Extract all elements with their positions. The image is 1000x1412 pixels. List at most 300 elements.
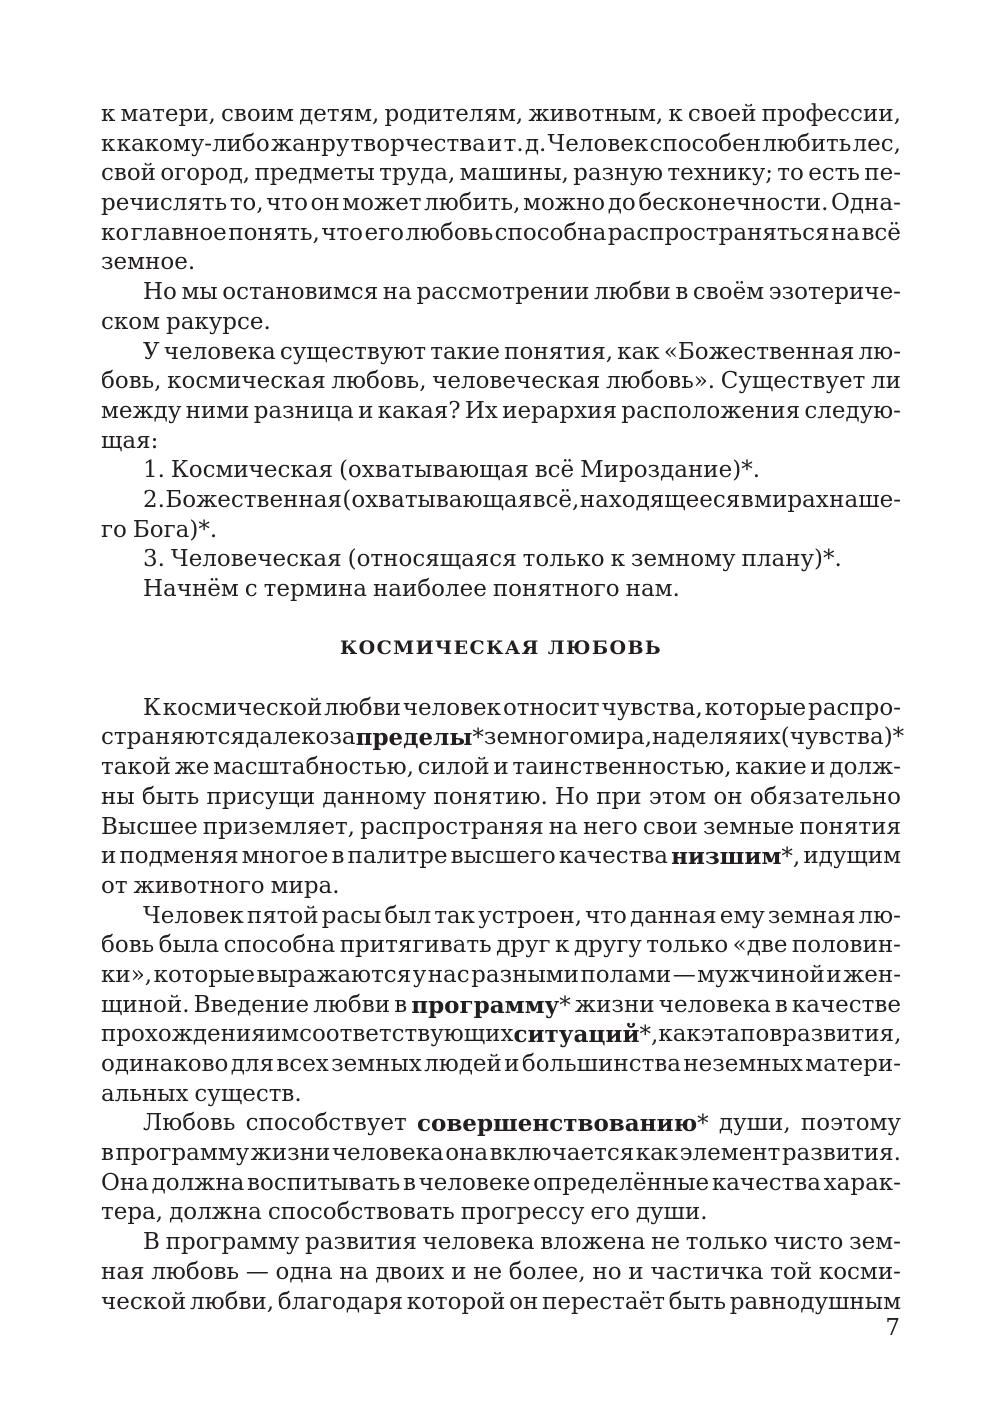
word: любовь: [405, 219, 494, 246]
word: и: [810, 754, 826, 781]
word: была: [158, 932, 220, 959]
word: совершенствованию*: [416, 1110, 709, 1138]
word: свои: [642, 813, 698, 840]
word: данному: [322, 783, 427, 810]
word: альных: [101, 1080, 189, 1107]
word: способствует: [245, 1110, 407, 1137]
word: любовь».: [605, 368, 716, 395]
word: ли: [870, 368, 901, 395]
word: Божественная: [165, 486, 342, 513]
word: (относящаяся: [347, 546, 517, 573]
text-line: [101, 1139, 901, 1169]
word: огород,: [160, 160, 251, 187]
word: перестаёт: [542, 1288, 665, 1315]
word: прохождения: [101, 1021, 266, 1048]
word: воспитывать: [247, 1169, 401, 1196]
word: до: [607, 190, 636, 217]
text-line: [101, 902, 901, 932]
word: благодаря: [277, 1288, 403, 1315]
word: высшего: [450, 843, 556, 870]
word: любовь: [151, 1258, 240, 1285]
text-line: [101, 278, 901, 308]
word: ему: [719, 902, 765, 929]
word: разница: [253, 397, 354, 424]
word: Но: [555, 783, 589, 810]
word: был: [384, 902, 432, 929]
word: и: [358, 397, 374, 424]
word: многое: [241, 843, 329, 870]
text-line: [101, 100, 901, 130]
word: лю-: [858, 902, 901, 929]
text-line: [101, 1169, 901, 1199]
text-line: [101, 516, 901, 546]
word: от: [101, 872, 128, 899]
word: в: [675, 279, 689, 306]
word: Космическая: [170, 457, 333, 484]
word: всё,: [532, 486, 580, 513]
word: эзотериче-: [768, 279, 901, 306]
word: которой: [406, 1288, 506, 1315]
word: что: [321, 219, 364, 246]
word: профессии,: [761, 101, 901, 127]
word: жизни: [574, 991, 655, 1018]
word: мы: [181, 279, 218, 306]
page-number: 7: [885, 1315, 900, 1341]
word: его: [364, 219, 404, 246]
word: человеческая: [432, 368, 601, 395]
word: ситуаций*,: [513, 1021, 659, 1049]
word: следую-: [804, 397, 901, 424]
word: плану)*.: [741, 546, 842, 573]
word: поэтому: [800, 1110, 901, 1137]
word: и: [493, 754, 509, 781]
text-line: [101, 159, 901, 189]
text-line: [101, 338, 901, 368]
word: программу: [165, 1229, 300, 1256]
word: способна: [494, 219, 607, 246]
word: своим: [221, 101, 294, 127]
word: людей: [424, 1051, 502, 1077]
word: полами: [580, 961, 672, 988]
word: Мироздание)*.: [580, 457, 761, 484]
word: пе-: [864, 160, 901, 187]
word: и: [826, 961, 842, 988]
word: к: [668, 101, 683, 127]
word: распространяя: [360, 813, 544, 840]
word: и: [451, 1258, 467, 1285]
word: любви: [313, 991, 391, 1018]
text-line: [101, 248, 901, 278]
word: «Божественная: [663, 338, 855, 365]
word: чисто: [773, 1229, 844, 1256]
word: лю-: [858, 338, 901, 365]
word: человека: [331, 1140, 444, 1167]
word: в: [394, 991, 408, 1018]
word: таинственностью,: [512, 754, 732, 781]
word: идущим: [803, 843, 901, 870]
word: как: [635, 1140, 679, 1167]
word: любить,: [424, 190, 521, 217]
word: наше-: [829, 486, 901, 513]
word: к: [101, 101, 116, 127]
word: земные: [702, 813, 795, 840]
word: на: [382, 279, 412, 306]
word: всех: [276, 1051, 329, 1077]
word: ческой: [101, 1288, 187, 1315]
text-line: [101, 783, 901, 813]
word: любви: [324, 694, 401, 721]
word: в: [101, 1140, 114, 1167]
word: он: [713, 783, 743, 810]
word: обязательно: [749, 783, 901, 810]
word: понять,: [228, 219, 320, 246]
text-line: [101, 1198, 901, 1228]
word: существ.: [194, 1080, 302, 1107]
text-line: [101, 456, 901, 486]
word: всё: [534, 457, 575, 484]
word: быть: [141, 783, 200, 810]
word: на: [339, 1258, 369, 1285]
word: 3.: [143, 546, 165, 573]
word: детям,: [299, 101, 380, 127]
word: прогрессу: [460, 1199, 585, 1226]
word: земная: [767, 902, 856, 929]
word: чувства,: [601, 694, 703, 721]
word: должна: [151, 1169, 245, 1196]
text-line: [101, 367, 901, 397]
word: но: [592, 1258, 622, 1285]
word: —: [245, 1258, 269, 1285]
word: Их: [464, 397, 498, 424]
word: «две: [732, 932, 788, 959]
text-line: [101, 961, 901, 991]
word: пределы*: [355, 724, 484, 752]
word: распро-: [808, 694, 901, 721]
word: существуют: [279, 338, 427, 365]
text-line: [101, 575, 901, 605]
word: человека: [658, 991, 771, 1018]
word: ними: [185, 397, 250, 424]
word: 2.: [143, 486, 165, 513]
page-body: [101, 100, 905, 1317]
word: к: [101, 130, 116, 157]
word: понятия,: [504, 338, 614, 365]
word: соответствующих: [299, 1021, 514, 1048]
word: остановимся: [222, 279, 379, 306]
word: щая:: [101, 427, 159, 454]
word: Одна-: [831, 190, 901, 217]
word: пятой: [246, 902, 319, 929]
word: жизни: [250, 1140, 331, 1167]
text-line: [101, 991, 901, 1021]
word: за: [329, 724, 356, 751]
word: какая?: [377, 397, 461, 424]
text-line: [101, 1050, 901, 1080]
word: силой: [417, 754, 490, 781]
word: души.: [635, 1199, 708, 1226]
word: качества: [711, 1169, 821, 1196]
word: она: [445, 1140, 489, 1167]
word: матери,: [120, 101, 216, 127]
word: мира,: [583, 724, 653, 751]
word: матери-: [805, 1051, 901, 1077]
word: —: [672, 961, 696, 988]
word: В: [143, 1229, 160, 1256]
text-line: [101, 694, 901, 724]
word: термина: [263, 576, 367, 602]
word: ны: [101, 783, 135, 810]
text-block-after-heading: [101, 694, 905, 1317]
text-line: [101, 130, 901, 160]
word: Начнём: [143, 576, 239, 602]
word: Но: [143, 279, 177, 306]
word: д.: [524, 130, 547, 157]
word: наиболее: [372, 576, 487, 602]
word: человека: [422, 1229, 535, 1256]
word: не: [651, 1229, 681, 1256]
text-line: [101, 931, 901, 961]
word: той: [770, 1258, 813, 1285]
word: к: [554, 932, 570, 959]
word: ко: [101, 219, 130, 246]
word: равнодушным: [729, 1288, 901, 1315]
text-line: [101, 1080, 901, 1110]
word: другу: [573, 932, 642, 959]
word: и: [487, 130, 503, 157]
word: такой: [101, 754, 171, 781]
word: элемент: [679, 1140, 781, 1167]
text-line: [101, 1228, 901, 1258]
word: может: [342, 190, 422, 217]
word: одна: [275, 1258, 333, 1285]
word: частичка: [650, 1258, 764, 1285]
word: что: [266, 190, 308, 217]
word: у: [412, 961, 427, 988]
word: (охватывающая: [342, 486, 533, 513]
word: на: [830, 219, 861, 246]
text-line: [101, 1258, 901, 1288]
word: иерархия: [502, 397, 618, 424]
word: такие: [430, 338, 500, 365]
word: нам.: [625, 576, 680, 602]
word: далеко: [245, 724, 330, 751]
word: как: [658, 1021, 701, 1048]
word: он: [310, 190, 340, 217]
word: бовь,: [101, 368, 162, 395]
word: свой: [101, 160, 157, 187]
text-line: [101, 1109, 901, 1139]
word: качестве: [791, 991, 901, 1018]
section-heading: КОСМИЧЕСКАЯ ЛЮБОВЬ: [339, 637, 662, 660]
word: любви,: [189, 1288, 275, 1315]
word: труда,: [379, 160, 456, 187]
word: с: [244, 576, 258, 602]
word: мирах: [754, 486, 829, 513]
word: земному: [630, 546, 736, 573]
word: способствовать: [267, 1199, 455, 1226]
text-line: [101, 1020, 901, 1050]
word: и: [504, 1051, 520, 1077]
word: выражаются: [256, 961, 412, 988]
word: развития,: [782, 1021, 902, 1048]
word: нас: [427, 961, 470, 988]
word: Введение: [193, 991, 310, 1018]
word: только: [522, 546, 605, 573]
word: в: [740, 486, 754, 513]
word: им: [265, 1021, 300, 1048]
word: ракурсе.: [165, 308, 271, 335]
word: более,: [508, 1258, 586, 1285]
word: любить: [762, 130, 852, 157]
word: которые: [153, 961, 256, 988]
word: Человеческая: [170, 546, 342, 573]
word: включается: [489, 1140, 635, 1167]
word: в: [774, 991, 788, 1018]
text-line: [101, 723, 905, 753]
word: всё: [861, 219, 901, 246]
word: между: [101, 397, 182, 424]
word: и: [101, 843, 117, 870]
word: большинства: [521, 1051, 681, 1077]
word: устроен,: [478, 902, 583, 929]
word: можно: [523, 190, 606, 217]
word: Человек: [547, 130, 649, 157]
word: для: [230, 1051, 275, 1077]
word: космическая: [167, 368, 326, 395]
word: одинаково: [101, 1051, 229, 1077]
word: страняются: [101, 724, 246, 751]
text-line: [101, 308, 901, 338]
word: наделяя: [652, 724, 753, 751]
word: космической: [162, 694, 323, 721]
text-block-before-heading: [101, 100, 901, 605]
word: присущи: [206, 783, 316, 810]
word: способен: [649, 130, 762, 157]
word: масштабностью,: [213, 754, 414, 781]
word: (чувства)*: [780, 724, 905, 751]
word: У: [143, 338, 160, 365]
word: разную: [573, 160, 664, 187]
word: друг: [496, 932, 551, 959]
word: так: [434, 902, 475, 929]
word: способна: [223, 932, 336, 959]
word: мужчиной: [697, 961, 825, 988]
word: Высшее: [101, 813, 198, 840]
word: него: [582, 813, 638, 840]
word: при: [596, 783, 642, 810]
word: своём: [692, 279, 765, 306]
word: то: [777, 160, 804, 187]
word: только: [646, 932, 729, 959]
word: косми-: [818, 1258, 901, 1285]
word: развития: [305, 1229, 417, 1256]
word: приземляет,: [202, 813, 355, 840]
word: какому-либо: [116, 130, 270, 157]
word: притягивать: [339, 932, 492, 959]
word: тера,: [101, 1199, 164, 1226]
word: определённые: [533, 1169, 710, 1196]
word: качества: [558, 843, 668, 870]
word: земное.: [101, 249, 196, 276]
word: Существует: [720, 368, 866, 395]
word: 1.: [143, 457, 165, 484]
word: палитре: [347, 843, 448, 870]
word: находящееся: [579, 486, 741, 513]
word: неземных: [683, 1051, 803, 1077]
word: харак-: [823, 1169, 901, 1196]
word: речислять: [101, 190, 228, 217]
text-line: [101, 219, 901, 249]
word: человека: [163, 338, 276, 365]
word: главное: [130, 219, 227, 246]
text-line: [101, 813, 901, 843]
word: души,: [718, 1110, 791, 1137]
word: мира.: [270, 872, 340, 899]
word: творчества: [350, 130, 486, 157]
word: разными: [471, 961, 579, 988]
word: земного: [483, 724, 584, 751]
word: ки»,: [101, 961, 153, 988]
word: (охватывающая: [338, 457, 529, 484]
text-line: [101, 753, 901, 783]
word: есть: [808, 160, 860, 187]
word: что: [585, 902, 627, 929]
word: на: [548, 813, 578, 840]
text-line: [101, 486, 901, 516]
word: двоих: [375, 1258, 445, 1285]
word: и: [628, 1258, 644, 1285]
word: животным,: [528, 101, 664, 127]
word: расположения: [621, 397, 801, 424]
word: же: [174, 754, 210, 781]
word: в: [331, 843, 345, 870]
text-line: [101, 189, 901, 219]
word: как: [617, 338, 660, 365]
word: относит: [502, 694, 600, 721]
text-line: [101, 427, 901, 457]
word: родителям,: [384, 101, 524, 127]
word: машины,: [459, 160, 569, 187]
word: т.: [503, 130, 524, 157]
word: низшим*,: [671, 843, 801, 871]
word: К: [143, 694, 161, 721]
text-line: [101, 545, 901, 575]
word: половин-: [791, 932, 901, 959]
word: он: [509, 1288, 539, 1315]
word: расы: [321, 902, 382, 929]
word: лес,: [852, 130, 901, 157]
word: Любовь: [143, 1110, 236, 1137]
text-line: [101, 397, 901, 427]
word: распространяться: [607, 219, 830, 246]
word: любовь,: [331, 368, 427, 395]
word: рассмотрении: [416, 279, 590, 306]
word: Она: [101, 1169, 149, 1196]
word: своей: [687, 101, 757, 127]
word: го: [101, 516, 127, 543]
word: жанру: [270, 130, 350, 157]
word: понятию.: [433, 783, 548, 810]
word: понятного: [492, 576, 620, 602]
word: их: [752, 724, 781, 751]
word: понятия: [799, 813, 901, 840]
word: программу: [115, 1140, 250, 1167]
word: развития.: [781, 1140, 901, 1167]
word: человеке: [418, 1169, 531, 1196]
word: подменяя: [119, 843, 239, 870]
word: человек: [402, 694, 502, 721]
word: предметы: [254, 160, 375, 187]
